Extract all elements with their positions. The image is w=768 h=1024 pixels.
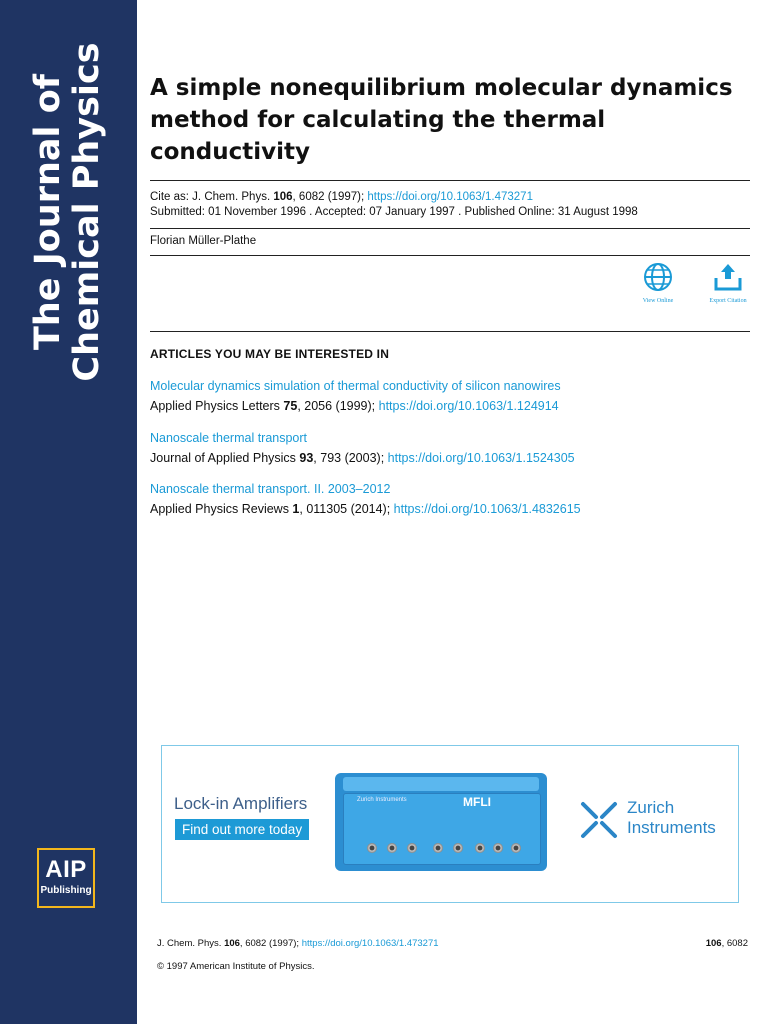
article-doi-link[interactable]: https://doi.org/10.1063/1.473271: [367, 191, 533, 203]
related-doi-link[interactable]: https://doi.org/10.1063/1.4832615: [393, 502, 581, 516]
related-pages: , 793 (2003);: [313, 451, 388, 465]
related-article: [150, 428, 575, 468]
related-doi-link[interactable]: https://doi.org/10.1063/1.1524305: [387, 451, 575, 465]
publication-dates: Submitted: 01 November 1996 . Accepted: 07 January 1997 . Published Online: 31 August 1998: [150, 206, 638, 218]
export-citation-button[interactable]: [698, 262, 758, 304]
related-articles-heading: ARTICLES YOU MAY BE INTERESTED IN: [150, 347, 390, 361]
related-article-citation: [150, 499, 581, 519]
device-front-panel: [343, 793, 541, 865]
connector-icon: [493, 843, 503, 853]
related-volume: 75: [283, 399, 298, 413]
brand-line2: Instruments: [627, 818, 716, 837]
connector-icon: [475, 843, 485, 853]
author-list: Florian Müller-Plathe: [150, 235, 257, 247]
footer-volume: 106: [224, 938, 240, 949]
view-online-label: View Online: [642, 298, 674, 304]
view-online-button[interactable]: [628, 262, 688, 304]
footer-page-number-value: , 6082: [721, 938, 748, 949]
related-pages: , 011305 (2014);: [299, 502, 394, 516]
related-doi-link[interactable]: https://doi.org/10.1063/1.124914: [378, 399, 559, 413]
connector-icon: [367, 843, 377, 853]
divider: [150, 331, 750, 332]
connector-icon: [511, 843, 521, 853]
copyright-notice: © 1997 American Institute of Physics.: [157, 961, 315, 972]
footer-citation: [157, 938, 439, 949]
footer-page-number: [706, 938, 748, 949]
zurich-instruments-wordmark: [627, 798, 716, 838]
journal-name: [29, 42, 107, 381]
brand-line1: Zurich: [627, 798, 675, 817]
related-article: [150, 479, 581, 519]
ad-cta-button[interactable]: Find out more today: [175, 819, 309, 840]
divider: [150, 228, 750, 229]
connector-icon: [387, 843, 397, 853]
logo-aip-text: AIP: [45, 856, 87, 883]
related-article-citation: [150, 448, 575, 468]
related-article-title[interactable]: Molecular dynamics simulation of thermal conductivity of silicon nanowires: [150, 379, 561, 393]
footer-cite-label: J. Chem. Phys.: [157, 938, 225, 949]
export-citation-label: Export Citation: [709, 298, 747, 304]
ad-headline: Lock-in Amplifiers: [174, 794, 308, 813]
connector-icon: [407, 843, 417, 853]
device-model-label: MFLI: [463, 795, 491, 809]
journal-name-line1: The Journal of: [28, 74, 68, 350]
related-journal: Applied Physics Reviews: [150, 502, 293, 516]
footer-page-volume: 106: [705, 938, 722, 949]
citation-line: [150, 190, 533, 205]
related-article-title[interactable]: Nanoscale thermal transport. II. 2003–2012: [150, 482, 391, 496]
globe-icon: [643, 262, 673, 292]
journal-sidebar: [0, 0, 137, 1024]
export-icon: [712, 262, 744, 292]
connector-icon: [433, 843, 443, 853]
related-journal: Applied Physics Letters: [150, 399, 284, 413]
related-pages: , 2056 (1999);: [297, 399, 379, 413]
article-title: A simple nonequilibrium molecular dynamics method for calculating the thermal conductivity: [150, 75, 733, 165]
advertisement-banner[interactable]: [161, 745, 739, 903]
footer-pages: , 6082 (1997);: [239, 938, 302, 949]
divider: [150, 180, 750, 181]
device-brand-label: Zurich Instruments: [357, 797, 407, 803]
zurich-instruments-logo-icon: [580, 801, 618, 839]
connector-icon: [453, 843, 463, 853]
related-journal: Journal of Applied Physics: [150, 451, 300, 465]
related-article-citation: [150, 396, 561, 416]
logo-publishing-text: Publishing: [40, 885, 92, 896]
lock-in-amplifier-image: [335, 773, 547, 871]
cite-pages: , 6082 (1997);: [292, 191, 368, 203]
journal-name-line2: Chemical Physics: [67, 42, 107, 382]
footer-doi-link[interactable]: https://doi.org/10.1063/1.473271: [301, 938, 439, 949]
cite-label: Cite as: J. Chem. Phys.: [150, 191, 274, 203]
related-volume: 1: [292, 502, 300, 516]
cite-volume: 106: [273, 191, 293, 203]
divider: [150, 255, 750, 256]
related-volume: 93: [299, 451, 314, 465]
aip-publishing-logo[interactable]: [37, 848, 95, 908]
related-article: [150, 376, 561, 416]
related-article-title[interactable]: Nanoscale thermal transport: [150, 431, 308, 445]
device-top: [343, 777, 539, 791]
